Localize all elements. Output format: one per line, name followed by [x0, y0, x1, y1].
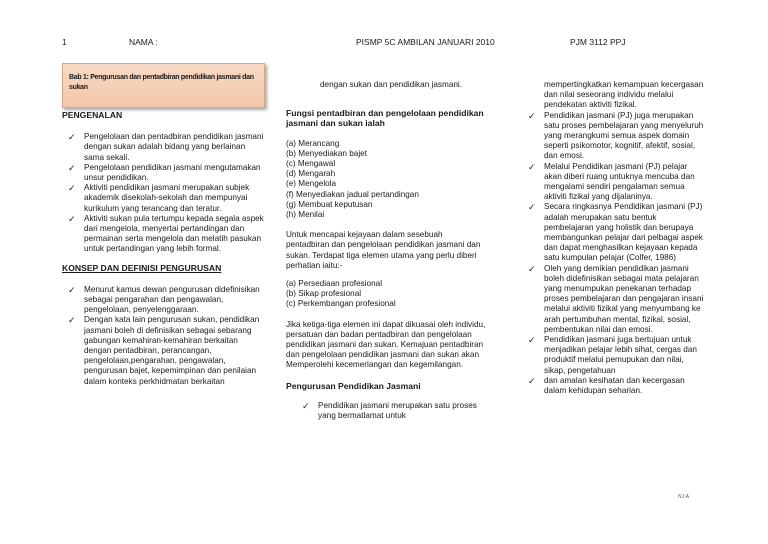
checkmark-icon: ✓ [68, 213, 76, 224]
list-item: ✓ Pendidikan jasmani (PJ) juga merupakan satu proses pembelajaran yang menyeluruh yang merangkumi semua aspek domain seperti psikomotor, kognitif, afektif, sosial, dan emosi. [528, 110, 704, 161]
pengurusan-title: Pengurusan Pendidikan Jasmani [286, 380, 421, 391]
footer-initials: N.I.A [678, 494, 690, 500]
section-title-konsep: KONSEP DAN DEFINISI PENGURUSAN [62, 262, 222, 273]
list-item: ✓ Pendidikan jasmani juga bertujuan untuk menjadikan pelajar lebih sihat, cergas dan produktif melalui pemupukan dan nilai, sikap, pengetahuan [528, 335, 697, 375]
paragraph-kecemerlangan: Memperolehi kecemerlangan dan kegemilangan. [286, 360, 464, 370]
checkmark-icon: ✓ [528, 110, 536, 121]
list-item: (a) Merancang [286, 138, 340, 148]
pengenalan-list [68, 132, 266, 254]
list-item: ✓ Pengelolaan dan pentadbiran pendidikan jasmani dengan sukan adalah bidang yang berlainan sama sekali. [68, 132, 264, 162]
column-2 [286, 80, 486, 421]
checkmark-icon: ✓ [528, 335, 536, 346]
pengurusan-list [302, 401, 486, 421]
fungsi-list [286, 139, 486, 221]
list-item: ✓ Menurut kamus dewan pengurusan didefinisikan sebagai pengarahan dan pengawalan, pengelolaan, penyelenggaraan. [68, 284, 260, 315]
pj-list [528, 111, 706, 397]
list-item: ✓ Pendidikan jasmani merupakan satu proses yang bermatlamat untuk [302, 400, 477, 421]
course-code: PJM 3112 PPJ [570, 37, 626, 47]
page-number: 1 [62, 37, 67, 47]
list-item: ✓ Pengelolaan pendidikan jasmani mengutamakan unsur pendidikan. [68, 162, 261, 183]
list-item: (b) Menyediakan bajet [286, 148, 368, 158]
checkmark-icon: ✓ [528, 263, 536, 274]
paragraph-kejayaan: Untuk mencapai kejayaan dalam sesebuah pentadbiran dan pengelolaan pendidikan jasmani dan sukan. Terdapat tiga elemen utama yang perlu diberi perhatian iaitu:- [286, 230, 481, 270]
nama-label: NAMA : [129, 37, 158, 47]
section-title-pengenalan: PENGENALAN [62, 110, 123, 120]
list-item: ✓ Oleh yang demikian pendidikan jasmani boleh didefinisikan sebagai mata pelajaran yang menumpukan penekanan terhadap proses pembelajaran dan pengajaran insani melalui aktiviti fizikal yang menyumbang ke arah pertumbuhan mental, fizikal, sosial, pembentukan nilai dan emosi. [528, 263, 704, 334]
list-item: ✓ Secara ringkasnya Pendidikan jasmani (PJ) adalah merupakan satu bentuk pembelajaran yang holistik dan berupaya membangunkan pelajar dari pelbagai aspek dan dapat menghasilkan kejayaan kepada satu kumpulan pelajar (Colfer, 1986) [528, 202, 703, 263]
program-label: PISMP 5C AMBILAN JANUARI 2010 [356, 37, 495, 47]
list-item: (f) Menyediakan jadual pertandingan [286, 189, 419, 199]
list-item: (g) Membuat keputusan [286, 199, 373, 209]
checkmark-icon: ✓ [528, 202, 536, 213]
paragraph-elemen: Jika ketiga-tiga elemen ini dapat dikuasai oleh individu, persatuan dan badan pentadbiran dan pengelolaan pendidikan jasmani dan sukan. Kemajuan pentadbiran dan pengelolaan pendidikan jasmani dan sukan akan [286, 319, 486, 360]
list-item: (e) Mengelola [286, 179, 337, 189]
list-item: ✓ Aktiviti sukan pula tertumpu kepada segala aspek dari mengelola, menyertai pertandingan dan permainan serta mengelola dan melatih pasukan untuk pertandingan yang lebih formal. [68, 213, 264, 254]
list-item: (a) Persediaan profesional [286, 279, 383, 289]
list-item: (b) Sikap profesional [286, 289, 362, 299]
checkmark-icon: ✓ [68, 183, 76, 194]
list-item: (c) Mengawal [286, 159, 336, 169]
konsep-list [68, 285, 266, 387]
list-item: (c) Perkembangan profesional [286, 299, 396, 309]
continuation-text: dengan sukan dan pendidikan jasmani. [320, 80, 463, 89]
checkmark-icon: ✓ [68, 315, 76, 326]
checkmark-icon: ✓ [528, 161, 536, 172]
list-item: ✓ Aktiviti pendidikan jasmani merupakan subjek akademik disekolah-sekolah dan mempunyai kurikulum yang terancang dan teratur. [68, 183, 250, 213]
checkmark-icon: ✓ [528, 375, 536, 386]
checkmark-icon: ✓ [68, 162, 76, 173]
column-3 [528, 80, 706, 396]
checkmark-icon: ✓ [68, 132, 76, 143]
list-item: (h) Menilai [286, 210, 325, 220]
chapter-title-box [62, 63, 265, 108]
continuation-text: mempertingkatkan kemampuan kecergasan dan nilai seseorang individu melalui pendekatan aktiviti fizikal. [544, 80, 704, 110]
elemen-list [286, 279, 486, 310]
list-item: ✓ Dengan kata lain pengurusan sukan, pendidikan jasmani boleh di definisikan sebagai sebarang gabungan kemahiran-kemahiran berkaitan dengan pentadbiran, perancangan, pengelolaan,pengarahan, pengawalan, pengurusan bajet, kepemimpinan dan penilaian dalam konteks perkhidmatan berkaitan [68, 315, 260, 386]
list-item: (d) Mengarah [286, 169, 336, 179]
list-item: ✓ Melalui Pendidikan jasmani (PJ) pelajar akan diberi ruang untuknya mencuba dan mengalami sendiri pengalaman semua aktiviti fizikal yang dijalaninya. [528, 161, 695, 202]
column-1 [62, 110, 266, 387]
list-item: ✓ dan amalan kesihatan dan kecergasan dalam kehidupan seharian. [528, 375, 685, 396]
fungsi-title: Fungsi pentadbiran dan pengelolaan pendidikan jasmani dan sukan ialah [286, 108, 484, 129]
chapter-title: Bab 1: Pengurusan dan pentadbiran pendidikan jasmani dan sukan [69, 74, 254, 91]
checkmark-icon: ✓ [302, 400, 310, 411]
checkmark-icon: ✓ [68, 284, 76, 295]
